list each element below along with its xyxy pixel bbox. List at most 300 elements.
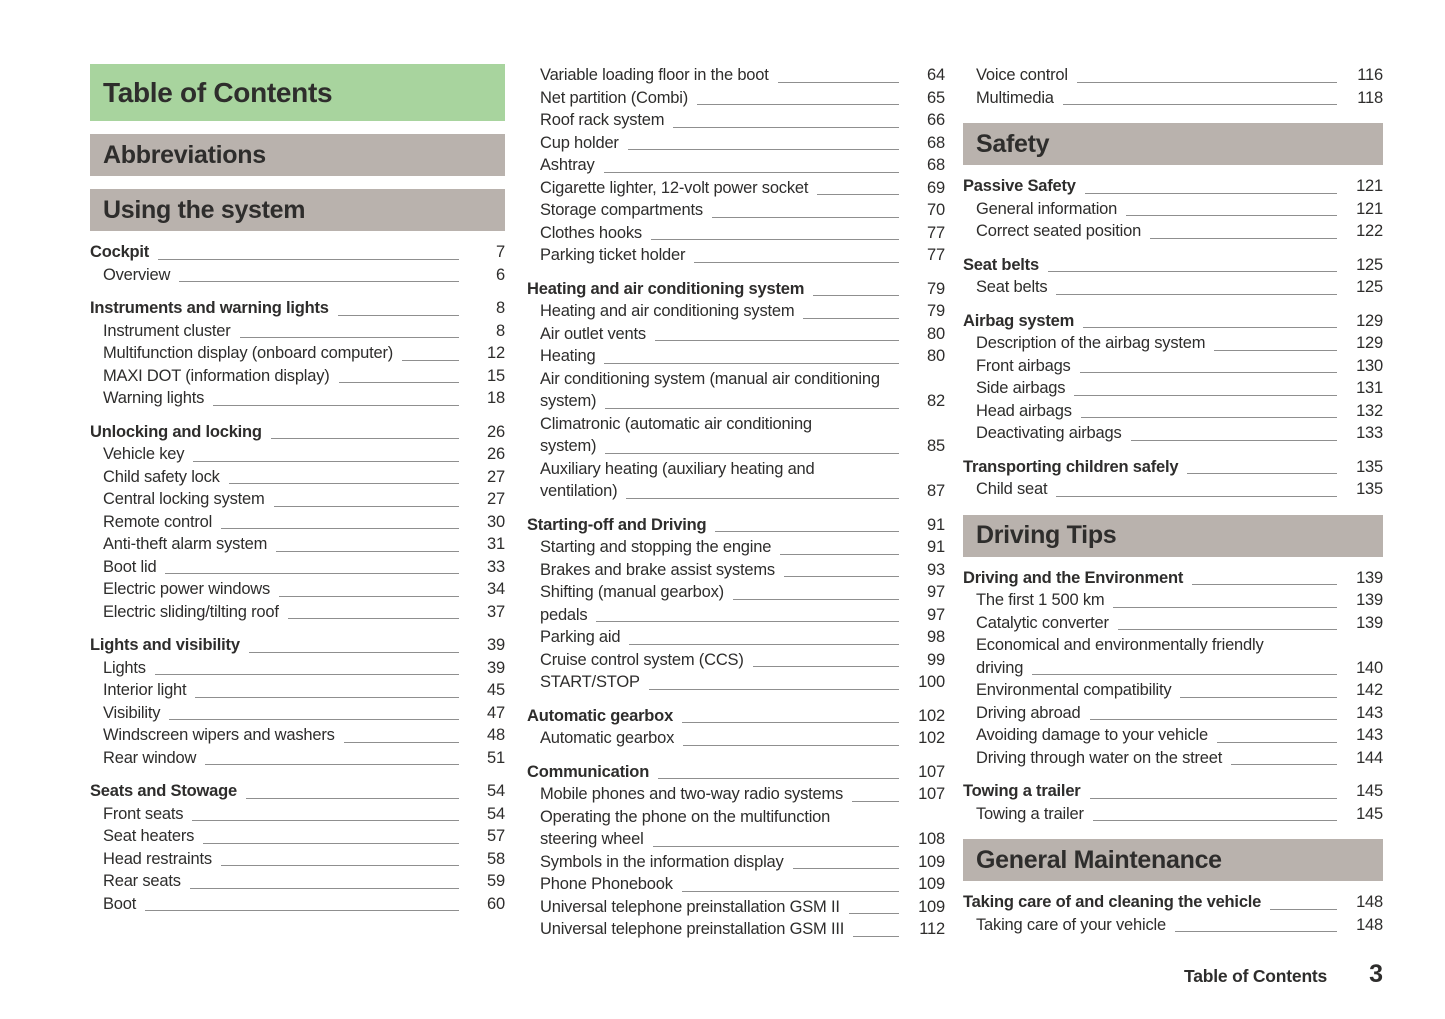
- toc-entry: [90, 825, 505, 848]
- toc-entry-page: 109: [918, 897, 945, 916]
- toc-entry-row: [540, 896, 945, 919]
- toc-entry-page: 93: [927, 560, 945, 579]
- toc-entry-label: Cockpit: [90, 243, 150, 261]
- toc-entry-label: Seat belts: [963, 255, 1039, 274]
- toc-entry-label: Instrument cluster: [103, 321, 231, 340]
- toc-entry-label: General information: [976, 199, 1118, 218]
- toc-entry: [527, 300, 945, 323]
- toc-entry-page: 7: [496, 243, 505, 261]
- toc-entry-page: 60: [487, 894, 505, 913]
- toc-entry-row: [103, 657, 505, 680]
- toc-entry-page: 69: [927, 178, 945, 197]
- toc-entry: [963, 803, 1383, 826]
- toc-column-3: [963, 0, 1383, 936]
- toc-entry-row: [103, 342, 505, 365]
- toc-entry-page: 107: [918, 762, 945, 781]
- toc-entry-row: [103, 320, 505, 343]
- toc-entry: [527, 851, 945, 874]
- toc-entry-label: Air outlet vents: [540, 324, 646, 343]
- toc-entry-label: Overview: [103, 265, 171, 284]
- toc-entry-label: Phone Phonebook: [540, 875, 673, 893]
- toc-entry-row: [540, 828, 945, 851]
- leader-line: [1056, 294, 1337, 295]
- toc-entry-row: [90, 297, 505, 320]
- toc-entry-page: 54: [487, 804, 505, 823]
- leader-line: [276, 551, 459, 552]
- toc-entry-page: 139: [1356, 591, 1383, 609]
- toc-entry-page: 34: [487, 580, 505, 598]
- toc-group: [963, 891, 1383, 936]
- toc-entry: [90, 556, 505, 579]
- leader-line: [715, 531, 899, 532]
- toc-entry: [90, 533, 505, 556]
- toc-entry-page: 125: [1356, 278, 1383, 296]
- toc-entry-row: [976, 914, 1383, 937]
- toc-entry-row: [976, 332, 1383, 355]
- toc-entry-page: 82: [927, 392, 945, 410]
- leader-line: [1056, 496, 1337, 497]
- toc-entry-page: 139: [1356, 568, 1383, 587]
- toc-entry-label: Shifting (manual gearbox): [540, 583, 724, 601]
- toc-entry-page: 144: [1356, 748, 1383, 767]
- toc-entry-page: 77: [927, 223, 945, 242]
- toc-group: [963, 310, 1383, 445]
- leader-line: [682, 891, 899, 892]
- leader-line: [1077, 82, 1337, 83]
- toc-entry-page: 59: [487, 872, 505, 890]
- toc-entry: [527, 649, 945, 672]
- toc-entry-page: 66: [927, 111, 945, 129]
- toc-entry-page: 15: [487, 366, 505, 385]
- toc-entry-row: [963, 175, 1383, 198]
- toc-entry-label: Rear window: [103, 748, 197, 767]
- toc-entry-label: steering wheel: [540, 830, 644, 848]
- toc-entry-row: [976, 400, 1383, 423]
- toc-entry-page: 133: [1356, 424, 1383, 442]
- toc-entry-label: Heating: [540, 347, 596, 365]
- toc-entry: [963, 276, 1383, 299]
- toc-entry-page: 68: [927, 133, 945, 152]
- toc-entry: [963, 456, 1383, 479]
- toc-entry: [90, 780, 505, 803]
- toc-entry-label: Heating and air conditioning system: [527, 279, 805, 298]
- toc-entry: [90, 803, 505, 826]
- toc-entry-label: Seat belts: [976, 278, 1048, 296]
- toc-entry: [527, 199, 945, 222]
- toc-entry: [90, 365, 505, 388]
- toc-entry: [963, 254, 1383, 277]
- toc-entry-label: Description of the airbag system: [976, 334, 1206, 352]
- page-footer: [1184, 960, 1383, 989]
- toc-entry-label: Net partition (Combi): [540, 88, 689, 107]
- toc-entry: [90, 342, 505, 365]
- toc-entry-row: [540, 109, 945, 132]
- leader-line: [1180, 697, 1337, 698]
- toc-entry-row: [103, 747, 505, 770]
- toc-entry-label: Roof rack system: [540, 111, 665, 129]
- toc-entry-page: 85: [927, 437, 945, 455]
- leader-line: [1118, 629, 1337, 630]
- toc-entry-label: Interior light: [103, 681, 187, 699]
- section-banner: [963, 839, 1383, 881]
- toc-entry-row: [540, 480, 945, 503]
- toc-group: [90, 297, 505, 410]
- leader-line: [402, 360, 459, 361]
- leader-line: [604, 363, 899, 364]
- toc-entry-page: 91: [927, 515, 945, 534]
- toc-entry-label: Communication: [527, 762, 650, 781]
- toc-entry-page: 145: [1356, 804, 1383, 823]
- toc-entry-row: [540, 649, 945, 672]
- leader-line: [1126, 215, 1337, 216]
- toc-group: [90, 421, 505, 624]
- toc-column-2: [527, 0, 945, 941]
- toc-entry: [527, 323, 945, 346]
- toc-entry-page: 97: [927, 583, 945, 601]
- toc-entry: [527, 896, 945, 919]
- toc-entry-page: 135: [1356, 457, 1383, 476]
- toc-entry: [527, 278, 945, 301]
- section-banner: [90, 64, 505, 121]
- toc-entry-page: 109: [918, 852, 945, 871]
- toc-entry-page: 125: [1356, 255, 1383, 274]
- toc-entry-label: Child seat: [976, 480, 1048, 498]
- toc-entry-label: Anti-theft alarm system: [103, 535, 268, 553]
- toc-entry-row: [103, 601, 505, 624]
- toc-entry-row: [976, 198, 1383, 221]
- toc-entry-row: [963, 254, 1383, 277]
- toc-entry-row: [527, 514, 945, 537]
- toc-entry-page: 70: [927, 201, 945, 219]
- toc-entry: [90, 511, 505, 534]
- toc-entry-label: Cigarette lighter, 12-volt power socket: [540, 178, 809, 197]
- leader-line: [165, 573, 459, 574]
- toc-entry-row: [963, 310, 1383, 333]
- toc-group: [963, 456, 1383, 501]
- toc-entry: [963, 332, 1383, 355]
- leader-line: [155, 674, 459, 675]
- leader-line: [626, 498, 899, 499]
- toc-group: [963, 254, 1383, 299]
- toc-entry-text: Economical and environmentally friendly: [976, 636, 1264, 654]
- toc-entry-page: 129: [1356, 334, 1383, 352]
- toc-entry-row: [976, 64, 1383, 87]
- toc-entry: [963, 355, 1383, 378]
- section-banner-label: General Maintenance: [976, 845, 1222, 874]
- toc-entry-label: Warning lights: [103, 389, 205, 407]
- toc-entry-label: Universal telephone preinstallation GSM II: [540, 897, 840, 916]
- toc-entry-label: Storage compartments: [540, 201, 703, 219]
- toc-entry-label: Automatic gearbox: [527, 706, 674, 725]
- leader-line: [853, 936, 899, 937]
- leader-line: [694, 262, 899, 263]
- toc-entry-label: Side airbags: [976, 379, 1066, 397]
- leader-line: [753, 666, 899, 667]
- toc-entry-row: [103, 365, 505, 388]
- toc-entry: [963, 891, 1383, 914]
- leader-line: [274, 506, 459, 507]
- toc-entry-page: 143: [1356, 726, 1383, 744]
- leader-line: [190, 888, 459, 889]
- leader-line: [229, 483, 459, 484]
- leader-line: [733, 599, 899, 600]
- toc-entry-label: Multimedia: [976, 88, 1054, 107]
- toc-entry: [963, 310, 1383, 333]
- leader-line: [1113, 607, 1337, 608]
- toc-entry: [527, 559, 945, 582]
- leader-line: [793, 868, 899, 869]
- toc-entry: [90, 634, 505, 657]
- toc-entry-row: [103, 679, 505, 702]
- toc-entry: [527, 536, 945, 559]
- toc-entry-row: [540, 536, 945, 559]
- toc-entry-row: [540, 64, 945, 87]
- toc-entry-page: 112: [919, 920, 945, 938]
- leader-line: [1090, 719, 1337, 720]
- toc-group: [963, 567, 1383, 770]
- toc-entry-text: Air conditioning system (manual air conditioning: [540, 369, 880, 388]
- toc-entry: [963, 634, 1383, 679]
- toc-entry: [963, 724, 1383, 747]
- toc-entry-row: [540, 87, 945, 110]
- leader-line: [1192, 584, 1337, 585]
- toc-entry-page: 30: [487, 512, 505, 531]
- toc-entry-page: 57: [487, 827, 505, 845]
- toc-entry-row: [103, 893, 505, 916]
- toc-entry-page: 26: [487, 445, 505, 463]
- toc-entry-page: 99: [927, 650, 945, 669]
- leader-line: [673, 127, 899, 128]
- leader-line: [249, 652, 459, 653]
- toc-group: [90, 634, 505, 769]
- toc-entry: [90, 870, 505, 893]
- toc-entry-page: 135: [1356, 480, 1383, 498]
- toc-entry: [527, 132, 945, 155]
- toc-entry-label: Cruise control system (CCS): [540, 650, 744, 669]
- toc-entry-row: [103, 702, 505, 725]
- toc-entry: [90, 421, 505, 444]
- toc-entry: [90, 724, 505, 747]
- toc-entry-row: [540, 390, 945, 413]
- leader-line: [279, 596, 459, 597]
- toc-entry-page: 132: [1356, 401, 1383, 420]
- toc-entry-text: Climatronic (automatic air conditioning: [540, 414, 812, 433]
- toc-entry: [90, 657, 505, 680]
- toc-entry-label: Passive Safety: [963, 177, 1076, 195]
- leader-line: [221, 528, 459, 529]
- toc-entry: [90, 297, 505, 320]
- toc-entry-page: 145: [1356, 782, 1383, 800]
- leader-line: [1080, 372, 1337, 373]
- toc-entry-label: Electric power windows: [103, 580, 271, 598]
- toc-entry-page: 26: [487, 422, 505, 441]
- toc-entry-label: Parking aid: [540, 628, 621, 646]
- toc-entry-row: [976, 478, 1383, 501]
- toc-entry-label: Cup holder: [540, 133, 619, 152]
- toc-entry-page: 27: [487, 490, 505, 508]
- toc-entry: [527, 345, 945, 368]
- toc-entry-label: Central locking system: [103, 490, 265, 508]
- toc-entry-row: [90, 634, 505, 657]
- leader-line: [1131, 440, 1338, 441]
- toc-entry-page: 121: [1356, 177, 1383, 195]
- toc-entry: [527, 87, 945, 110]
- toc-entry-label: Visibility: [103, 703, 161, 722]
- toc-entry-page: 80: [927, 324, 945, 343]
- leader-line: [288, 618, 459, 619]
- toc-entry: [963, 679, 1383, 702]
- toc-entry-row: [103, 724, 505, 747]
- toc-entry-row: [540, 559, 945, 582]
- toc-entry-row: [976, 276, 1383, 299]
- toc-entry-page: 148: [1356, 893, 1383, 911]
- toc-entry-row: [527, 761, 945, 784]
- toc-entry-row: [540, 604, 945, 627]
- toc-entry: [90, 387, 505, 410]
- toc-entry-label: Taking care of and cleaning the vehicle: [963, 893, 1262, 911]
- toc-entry: [527, 581, 945, 604]
- section-banner: [963, 515, 1383, 557]
- toc-group: [963, 175, 1383, 243]
- toc-entry: [527, 761, 945, 784]
- toc-entry-row: [90, 421, 505, 444]
- toc-entry: [90, 679, 505, 702]
- toc-entry-label: Brakes and brake assist systems: [540, 560, 775, 579]
- toc-entry-page: 118: [1357, 88, 1383, 107]
- toc-entry-row: [527, 278, 945, 301]
- leader-line: [628, 149, 899, 150]
- leader-line: [195, 697, 459, 698]
- toc-entry-page: 122: [1356, 222, 1383, 240]
- toc-entry-label: Automatic gearbox: [540, 729, 675, 747]
- toc-entry-page: 109: [918, 875, 945, 893]
- section-banner-label: Using the system: [103, 195, 306, 224]
- leader-line: [849, 913, 899, 914]
- toc-entry-label: driving: [976, 658, 1024, 677]
- toc-entry-row: [963, 780, 1383, 803]
- leader-line: [271, 438, 459, 439]
- section-banner: [90, 134, 505, 176]
- toc-group: [527, 761, 945, 941]
- toc-entry-row: [540, 222, 945, 245]
- leader-line: [596, 621, 899, 622]
- toc-entry-page: 91: [927, 538, 945, 556]
- toc-entry: [963, 220, 1383, 243]
- leader-line: [683, 745, 899, 746]
- toc-entry: [527, 154, 945, 177]
- toc-entry-label: Deactivating airbags: [976, 424, 1122, 442]
- toc-entry: [527, 626, 945, 649]
- toc-entry-row: [540, 727, 945, 750]
- toc-entry-row: [527, 705, 945, 728]
- toc-entry-label: Boot: [103, 894, 137, 913]
- toc-entry-row: [540, 783, 945, 806]
- section-banner: [90, 189, 505, 231]
- toc-entry-page: 27: [487, 467, 505, 486]
- toc-entry-page: 31: [487, 535, 505, 553]
- toc-entry: [963, 702, 1383, 725]
- toc-entry-row: [976, 377, 1383, 400]
- toc-entry-label: Unlocking and locking: [90, 422, 262, 441]
- toc-entry-label: Head restraints: [103, 849, 212, 868]
- toc-entry-label: Front airbags: [976, 356, 1071, 375]
- toc-column-1: [90, 0, 505, 915]
- toc-entry: [527, 604, 945, 627]
- leader-line: [1074, 395, 1337, 396]
- leader-line: [653, 846, 899, 847]
- toc-entry: [90, 264, 505, 287]
- toc-entry: [527, 514, 945, 537]
- toc-entry: [527, 368, 945, 413]
- toc-entry: [963, 780, 1383, 803]
- toc-entry-page: 79: [927, 279, 945, 298]
- toc-entry-row: [90, 241, 505, 264]
- toc-entry: [90, 601, 505, 624]
- toc-entry-row: [103, 803, 505, 826]
- toc-entry-page: 129: [1356, 311, 1383, 330]
- toc-entry-label: Heating and air conditioning system: [540, 302, 795, 320]
- toc-entry-page: 39: [487, 636, 505, 654]
- toc-entry-label: Rear seats: [103, 872, 181, 890]
- toc-group: [527, 64, 945, 267]
- toc-entry-page: 130: [1356, 356, 1383, 375]
- toc-entry-row: [976, 422, 1383, 445]
- toc-entry-page: 51: [487, 748, 505, 767]
- toc-entry-label: Child safety lock: [103, 467, 220, 486]
- toc-entry-row: [103, 466, 505, 489]
- leader-line: [339, 382, 459, 383]
- toc-entry-label: system): [540, 392, 597, 410]
- leader-line: [203, 843, 459, 844]
- leader-line: [213, 405, 459, 406]
- leader-line: [1231, 764, 1337, 765]
- toc-entry-label: Airbag system: [963, 311, 1075, 330]
- toc-entry: [90, 466, 505, 489]
- leader-line: [712, 217, 899, 218]
- toc-entry-row: [103, 825, 505, 848]
- toc-entry-label: The first 1 500 km: [976, 591, 1105, 609]
- toc-entry-page: 65: [927, 88, 945, 107]
- toc-entry-row: [976, 702, 1383, 725]
- toc-entry-row: [540, 873, 945, 896]
- leader-line: [784, 576, 899, 577]
- leader-line: [205, 764, 459, 765]
- toc-entry: [963, 422, 1383, 445]
- toc-entry-row: [540, 300, 945, 323]
- toc-group: [90, 780, 505, 915]
- toc-entry-page: 116: [1357, 66, 1383, 84]
- leader-line: [1063, 104, 1337, 105]
- toc-group: [963, 64, 1383, 109]
- leader-line: [778, 82, 899, 83]
- leader-line: [145, 910, 459, 911]
- toc-entry-page: 68: [927, 156, 945, 174]
- toc-entry: [527, 806, 945, 851]
- toc-entry-text: Auxiliary heating (auxiliary heating and: [540, 459, 815, 478]
- toc-entry-row: [976, 220, 1383, 243]
- toc-entry-label: Catalytic converter: [976, 613, 1109, 632]
- leader-line: [817, 194, 899, 195]
- leader-line: [1083, 327, 1337, 328]
- toc-entry-row: [976, 589, 1383, 612]
- toc-entry-label: Parking ticket holder: [540, 246, 686, 264]
- toc-entry-row: [103, 264, 505, 287]
- leader-line: [1081, 417, 1337, 418]
- toc-entry-page: 139: [1356, 613, 1383, 632]
- toc-entry-row: [540, 154, 945, 177]
- toc-entry: [963, 747, 1383, 770]
- leader-line: [169, 719, 459, 720]
